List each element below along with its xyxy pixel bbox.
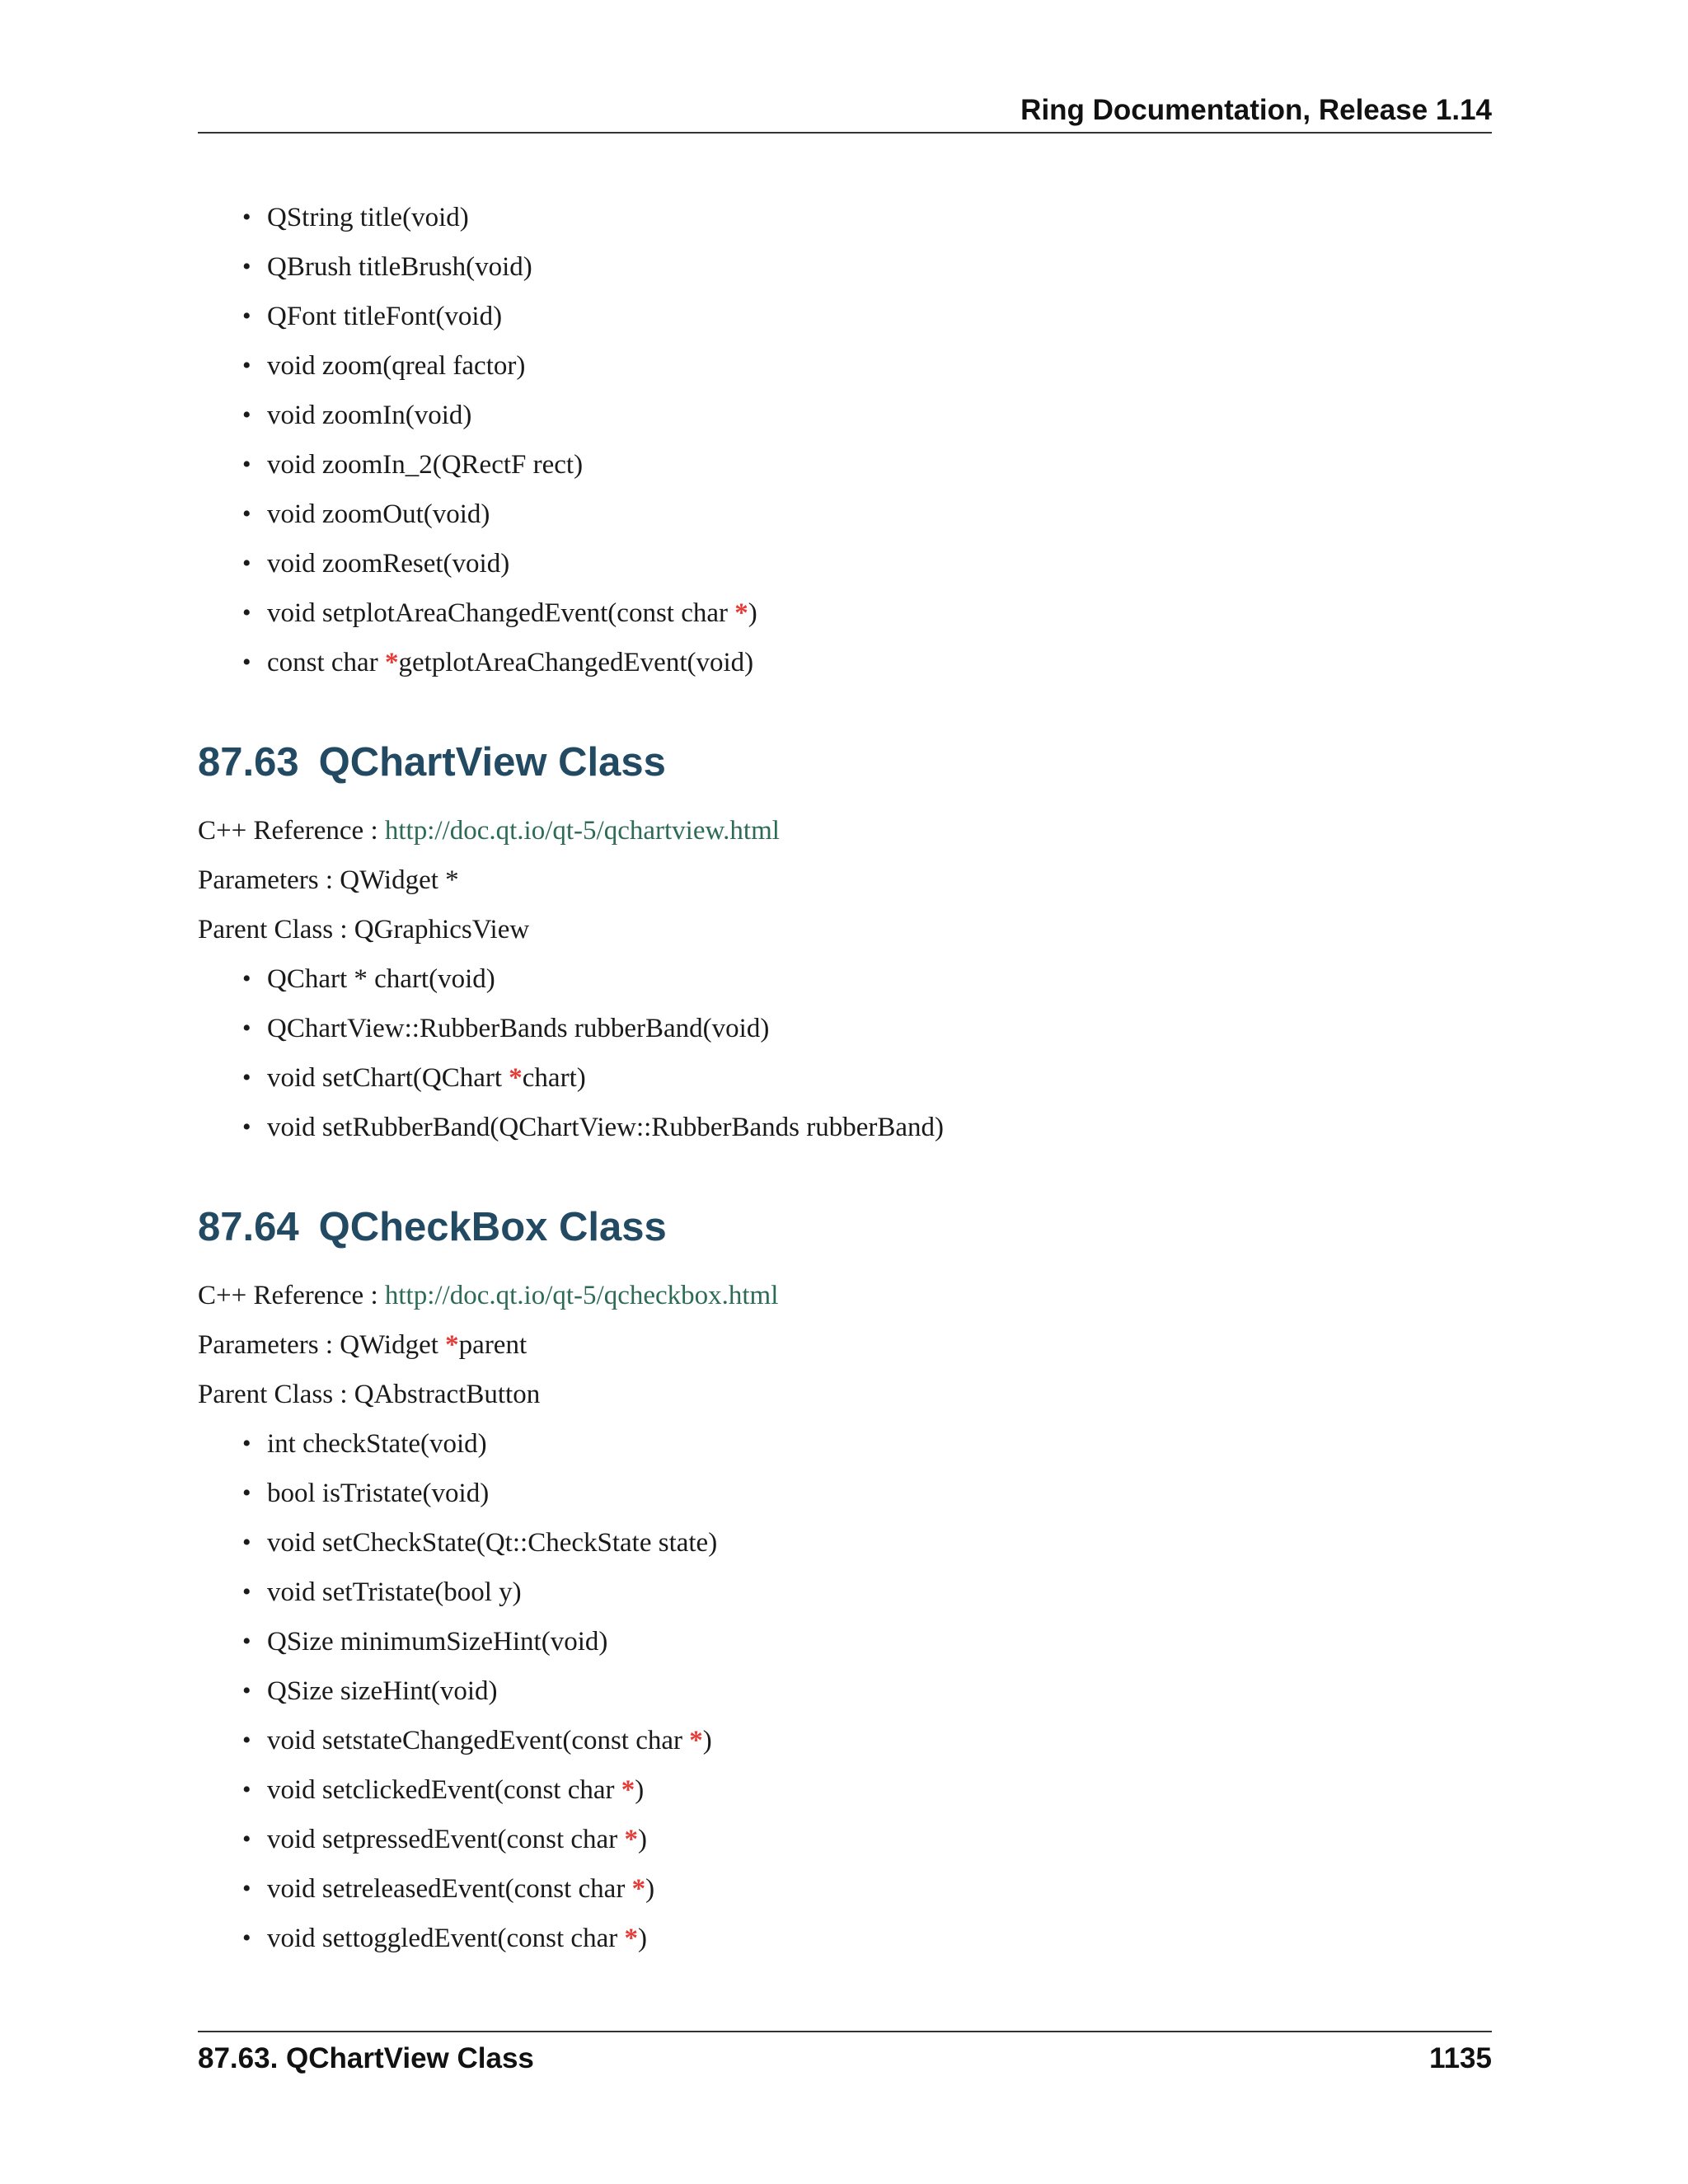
- footer-section-title: 87.63. QChartView Class: [198, 2042, 534, 2074]
- list-item: • QChartView::RubberBands rubberBand(void): [242, 1004, 1492, 1053]
- list-item: • void setpressedEvent(const char *): [242, 1815, 1492, 1864]
- doc-title: Ring Documentation, Release 1.14: [1020, 94, 1492, 126]
- cpp-reference: C++ Reference : http://doc.qt.io/qt-5/qcheckbox.html: [198, 1281, 779, 1310]
- page-footer: [198, 2031, 1492, 2075]
- list-item: • QFont titleFont(void): [242, 292, 1492, 341]
- section-heading-qcheckbox: 87.64 QCheckBox Class: [198, 1205, 667, 1249]
- list-item: • QChart * chart(void): [242, 954, 1492, 1004]
- list-item: • void setRubberBand(QChartView::RubberBands rubberBand): [242, 1103, 1492, 1152]
- page-header: [198, 89, 1492, 134]
- method-list: [198, 954, 1492, 1152]
- parent-class: Parent Class : QGraphicsView: [198, 915, 530, 944]
- method-list: [198, 193, 1492, 687]
- parent-class: Parent Class : QAbstractButton: [198, 1380, 541, 1409]
- list-item: • const char *getplotAreaChangedEvent(void): [242, 638, 1492, 687]
- reference-link[interactable]: http://doc.qt.io/qt-5/qchartview.html: [384, 816, 780, 846]
- list-item: • void setstateChangedEvent(const char *): [242, 1716, 1492, 1765]
- list-item: • void setChart(QChart *chart): [242, 1053, 1492, 1103]
- parameters: Parameters : QWidget *: [198, 865, 459, 895]
- list-item: • QSize minimumSizeHint(void): [242, 1617, 1492, 1666]
- list-item: • void setCheckState(Qt::CheckState state): [242, 1518, 1492, 1568]
- list-item: • void zoomIn_2(QRectF rect): [242, 440, 1492, 490]
- list-item: • void zoomIn(void): [242, 391, 1492, 440]
- page-number: 1135: [1429, 2042, 1492, 2074]
- method-list: [198, 1419, 1492, 1963]
- cpp-reference: C++ Reference : http://doc.qt.io/qt-5/qchartview.html: [198, 816, 780, 846]
- list-item: • QString title(void): [242, 193, 1492, 242]
- list-item: • void settoggledEvent(const char *): [242, 1914, 1492, 1963]
- list-item: • void zoomOut(void): [242, 490, 1492, 539]
- list-item: • QBrush titleBrush(void): [242, 242, 1492, 292]
- list-item: • void setreleasedEvent(const char *): [242, 1864, 1492, 1914]
- section-heading-qchartview: 87.63 QChartView Class: [198, 740, 666, 785]
- list-item: • void setplotAreaChangedEvent(const char *): [242, 588, 1492, 638]
- reference-link[interactable]: http://doc.qt.io/qt-5/qcheckbox.html: [384, 1281, 779, 1310]
- list-item: • void zoomReset(void): [242, 539, 1492, 588]
- page-content: [198, 193, 1492, 1963]
- list-item: • int checkState(void): [242, 1419, 1492, 1469]
- list-item: • QSize sizeHint(void): [242, 1666, 1492, 1716]
- list-item: • void zoom(qreal factor): [242, 341, 1492, 391]
- list-item: • void setclickedEvent(const char *): [242, 1765, 1492, 1815]
- parameters: Parameters : QWidget *parent: [198, 1330, 528, 1360]
- list-item: • bool isTristate(void): [242, 1469, 1492, 1518]
- list-item: • void setTristate(bool y): [242, 1568, 1492, 1617]
